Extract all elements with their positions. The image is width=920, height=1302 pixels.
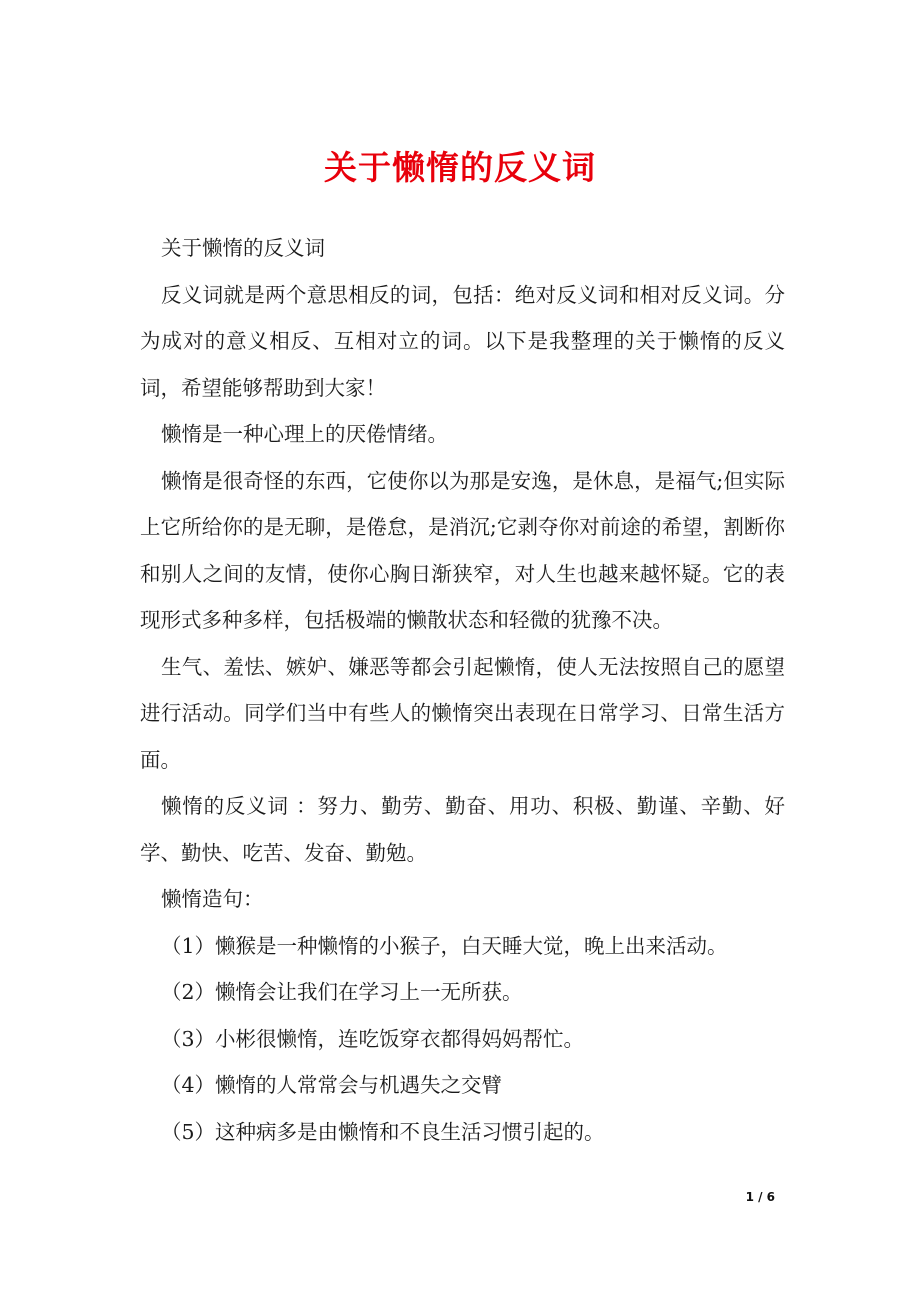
paragraph-antonyms: 懒惰的反义词 ：努力、勤劳、勤奋、用功、积极、勤谨、辛勤、好学、勤快、吃苦、发奋、勤勉。 [140,794,785,865]
paragraph-laziness-description: 懒惰是很奇怪的东西，它使你以为那是安逸，是休息，是福气;但实际上它所给你的是无聊，是倦怠，是消沉;它剥夺你对前途的希望，割断你和别人之间的友情，使你心胸日渐狭窄，对人生也越来越怀疑。它的表现形式多种多样，包括极端的懒散状态和轻微的犹豫不决。 [140,468,785,632]
page-title: 关于懒惰的反义词 [324,148,596,187]
document-body [140,225,785,1155]
page-number: 1 / 6 [745,1190,775,1204]
paragraph-definition: 反义词就是两个意思相反的词，包括：绝对反义词和相对反义词。分为成对的意义相反、互相对立的词。以下是我整理的关于懒惰的反义词，希望能够帮助到大家！ [140,282,785,400]
sentence-item: （2）懒惰会让我们在学习上一无所获。 [161,980,523,1004]
paragraph-sentences-heading: 懒惰造句： [161,887,264,911]
sentence-item: （1）懒猴是一种懒惰的小猴子，白天睡大觉，晚上出来活动。 [161,933,728,958]
sentence-item: （4）懒惰的人常常会与机遇失之交臂 [161,1073,503,1097]
sentence-item: （5）这种病多是由懒惰和不良生活习惯引起的。 [161,1119,605,1144]
paragraph-laziness-definition: 懒惰是一种心理上的厌倦情绪。 [161,422,448,446]
paragraph-subtitle: 关于懒惰的反义词 [161,236,325,260]
paragraph-laziness-causes: 生气、羞怯、嫉妒、嫌恶等都会引起懒惰，使人无法按照自己的愿望进行活动。同学们当中有些人的懒惰突出表现在日常学习、日常生活方面。 [140,654,785,772]
sentence-item: （3）小彬很懒惰，连吃饭穿衣都得妈妈帮忙。 [161,1026,585,1051]
